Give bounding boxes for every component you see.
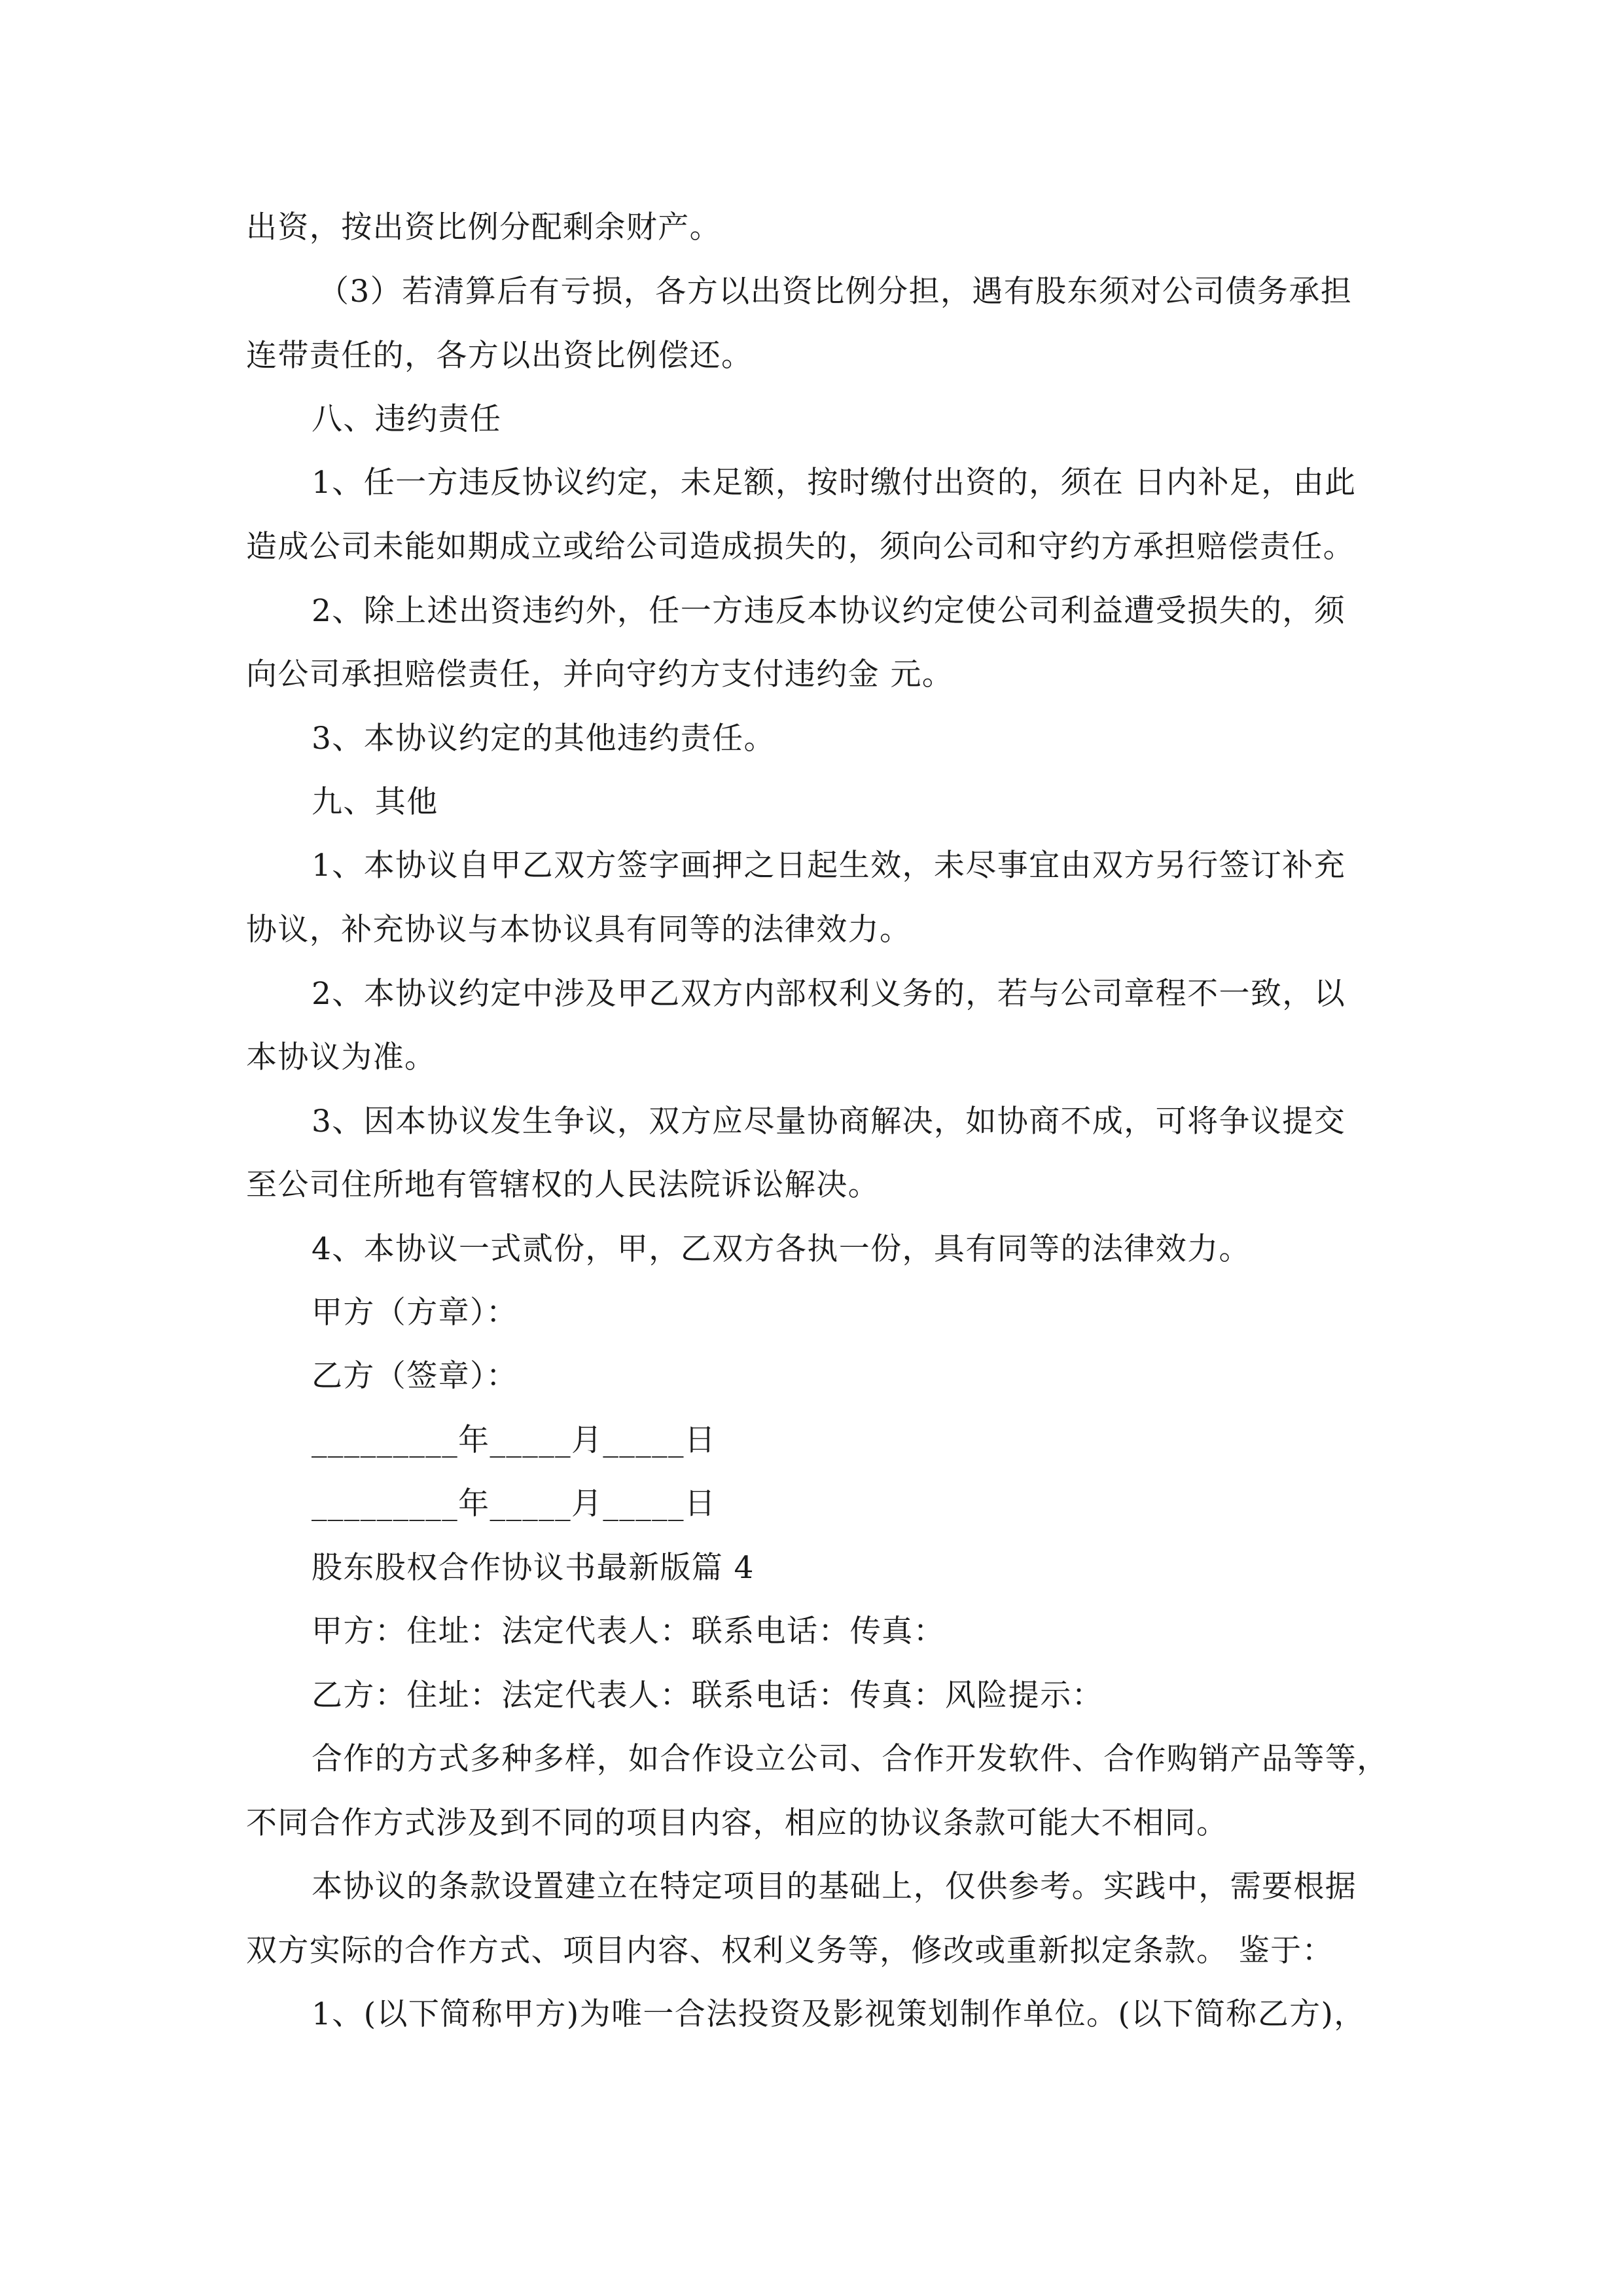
text-line: 3、本协议约定的其他违约责任。 [312, 721, 776, 757]
text-line: 合作的方式多种多样，如合作设立公司、合作开发软件、合作购销产品等等， [312, 1741, 1389, 1777]
section-heading: 八、违约责任 [312, 401, 502, 437]
article-title: 股东股权合作协议书最新版篇 4 [312, 1550, 755, 1586]
text-line: 出资，按出资比例分配剩余财产。 [246, 209, 721, 245]
text-line: 2、本协议约定中涉及甲乙双方内部权利义务的，若与公司章程不一致，以 [312, 976, 1346, 1012]
section-heading: 九、其他 [312, 784, 438, 820]
text-line: 1、(以下简称甲方)为唯一合法投资及影视策划制作单位。(以下简称乙方)， [312, 1996, 1366, 2032]
text-line: 1、任一方违反协议约定，未足额，按时缴付出资的，须在 日内补足，由此 [312, 465, 1357, 501]
text-line: 3、因本协议发生争议，双方应尽量协商解决，如协商不成，可将争议提交 [312, 1103, 1346, 1139]
text-line: 向公司承担赔偿责任，并向守约方支付违约金 元。 [246, 656, 954, 692]
text-line: 本协议为准。 [246, 1039, 437, 1075]
text-line: 不同合作方式涉及到不同的项目内容，相应的协议条款可能大不相同。 [246, 1805, 1228, 1841]
text-line: 本协议的条款设置建立在特定项目的基础上，仅供参考。实践中，需要根据 [312, 1869, 1357, 1905]
date-line: _________年_____月_____日 [312, 1486, 717, 1522]
text-line: 至公司住所地有管辖权的人民法院诉讼解决。 [246, 1167, 880, 1203]
text-line: 连带责任的，各方以出资比例偿还。 [246, 338, 753, 374]
signature-label-party-b: 乙方（签章）： [312, 1358, 518, 1394]
signature-label-party-a: 甲方（方章）： [312, 1295, 518, 1331]
text-line: 双方实际的合作方式、项目内容、权利义务等，修改或重新拟定条款。 鉴于： [246, 1933, 1334, 1969]
text-line: 1、本协议自甲乙双方签字画押之日起生效，未尽事宜由双方另行签订补充 [312, 848, 1346, 884]
date-line: _________年_____月_____日 [312, 1422, 717, 1458]
text-line: （3）若清算后有亏损，各方以出资比例分担，遇有股东须对公司债务承担 [318, 274, 1353, 310]
text-line: 造成公司未能如期成立或给公司造成损失的，须向公司和守约方承担赔偿责任。 [246, 529, 1355, 565]
text-line: 2、除上述出资违约外，任一方违反本协议约定使公司利益遭受损失的，须 [312, 593, 1346, 629]
party-a-info: 甲方：住址：法定代表人：联系电话：传真： [312, 1613, 945, 1649]
party-b-info: 乙方：住址：法定代表人：联系电话：传真：风险提示： [312, 1677, 1103, 1713]
text-line: 协议，补充协议与本协议具有同等的法律效力。 [246, 912, 912, 948]
text-line: 4、本协议一式贰份，甲，乙双方各执一份，具有同等的法律效力。 [312, 1231, 1251, 1267]
